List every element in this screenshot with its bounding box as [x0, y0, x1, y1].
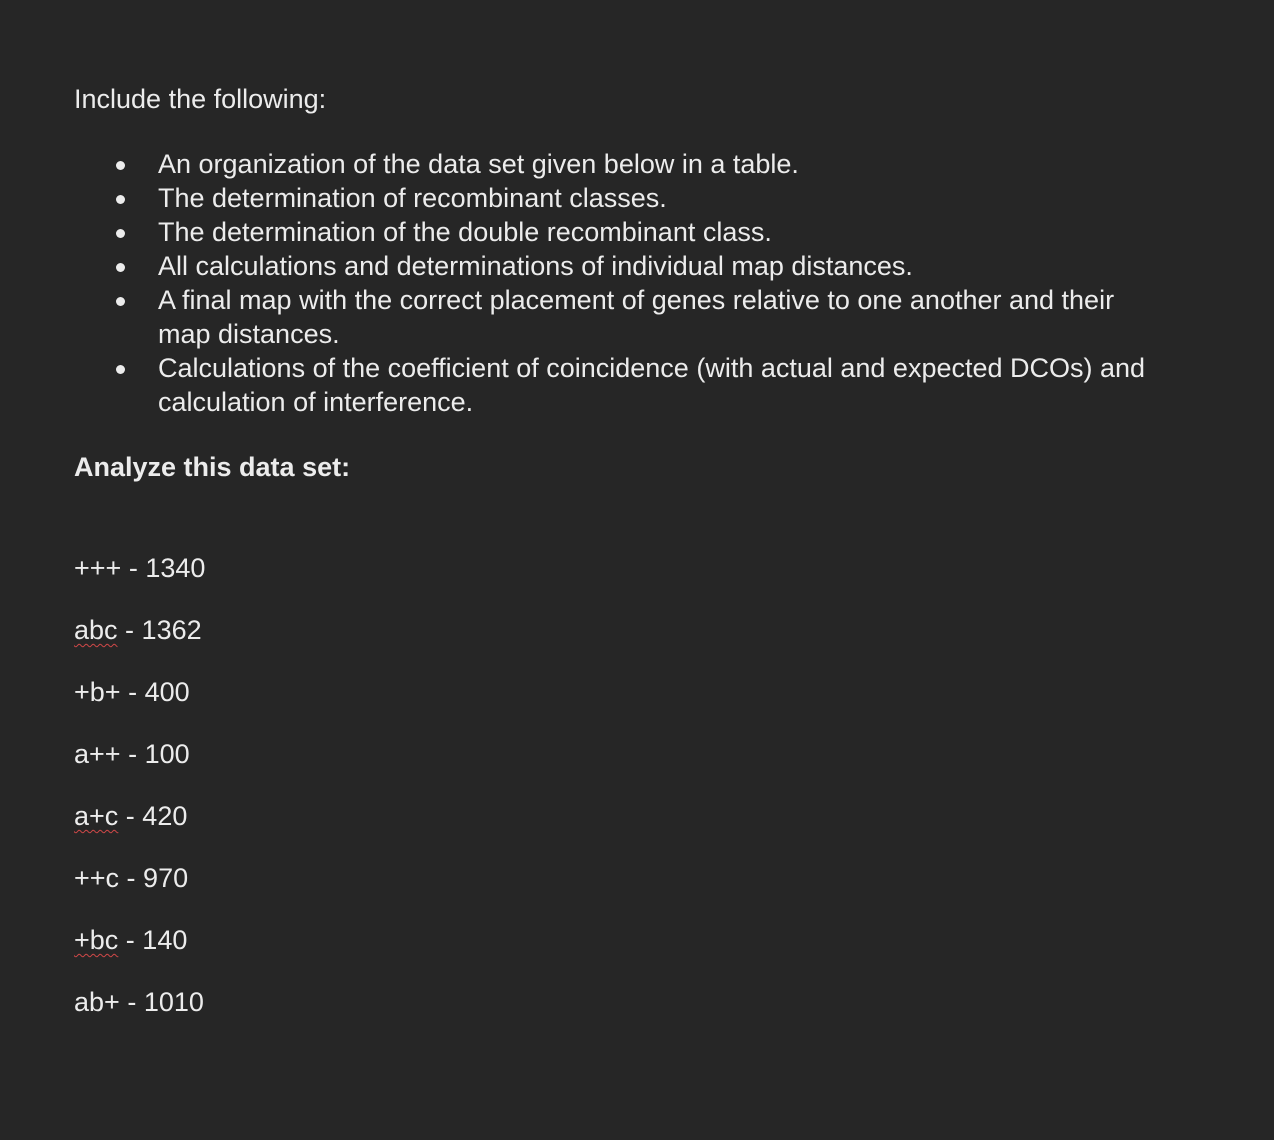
list-item: [74, 283, 1174, 351]
data-row: [74, 737, 205, 799]
list-item: [74, 249, 1174, 283]
data-row: [74, 551, 205, 613]
requirement-text: The determination of the double recombinant class.: [158, 217, 772, 247]
bullet-icon: [116, 297, 125, 306]
bullet-icon: [116, 195, 125, 204]
genotype: a++: [74, 739, 121, 769]
bullet-icon: [116, 365, 125, 374]
separator: -: [120, 677, 145, 707]
count: 970: [143, 863, 189, 893]
genotype: +++: [74, 553, 122, 583]
separator: -: [118, 925, 143, 955]
genotype: abc: [74, 615, 118, 645]
requirements-list: [74, 147, 1174, 419]
genotype: a+c: [74, 801, 119, 831]
genotype: +bc: [74, 925, 119, 955]
list-item: [74, 181, 1174, 215]
count: 1340: [145, 553, 206, 583]
requirement-text: Calculations of the coefficient of coincidence (with actual and expected DCOs) and calculation of interference.: [158, 353, 1146, 417]
requirement-text: The determination of recombinant classes.: [158, 183, 667, 213]
requirement-text: A final map with the correct placement of genes relative to one another and their map distances.: [158, 285, 1115, 349]
count: 1362: [141, 615, 202, 645]
intro-text: Include the following:: [74, 84, 327, 114]
separator: -: [119, 863, 144, 893]
count: 1010: [143, 987, 204, 1017]
data-set-list: [74, 551, 205, 1047]
requirement-text: All calculations and determinations of individual map distances.: [158, 251, 913, 281]
list-item: [74, 215, 1174, 249]
analyze-heading: Analyze this data set:: [74, 452, 351, 482]
data-row: [74, 985, 205, 1047]
list-item: [74, 147, 1174, 181]
separator: -: [118, 801, 143, 831]
count: 100: [144, 739, 190, 769]
data-row: [74, 861, 205, 923]
count: 420: [142, 801, 188, 831]
requirement-text: An organization of the data set given below in a table.: [158, 149, 799, 179]
genotype: ++c: [74, 863, 120, 893]
data-row: [74, 923, 205, 985]
separator: -: [117, 615, 142, 645]
count: 400: [144, 677, 190, 707]
count: 140: [142, 925, 188, 955]
bullet-icon: [116, 229, 125, 238]
data-row: [74, 675, 205, 737]
separator: -: [119, 987, 144, 1017]
genotype: +b+: [74, 677, 121, 707]
bullet-icon: [116, 263, 125, 272]
data-row: [74, 613, 205, 675]
list-item: [74, 351, 1174, 419]
bullet-icon: [116, 161, 125, 170]
genotype: ab+: [74, 987, 120, 1017]
separator: -: [120, 739, 145, 769]
data-row: [74, 799, 205, 861]
separator: -: [121, 553, 146, 583]
